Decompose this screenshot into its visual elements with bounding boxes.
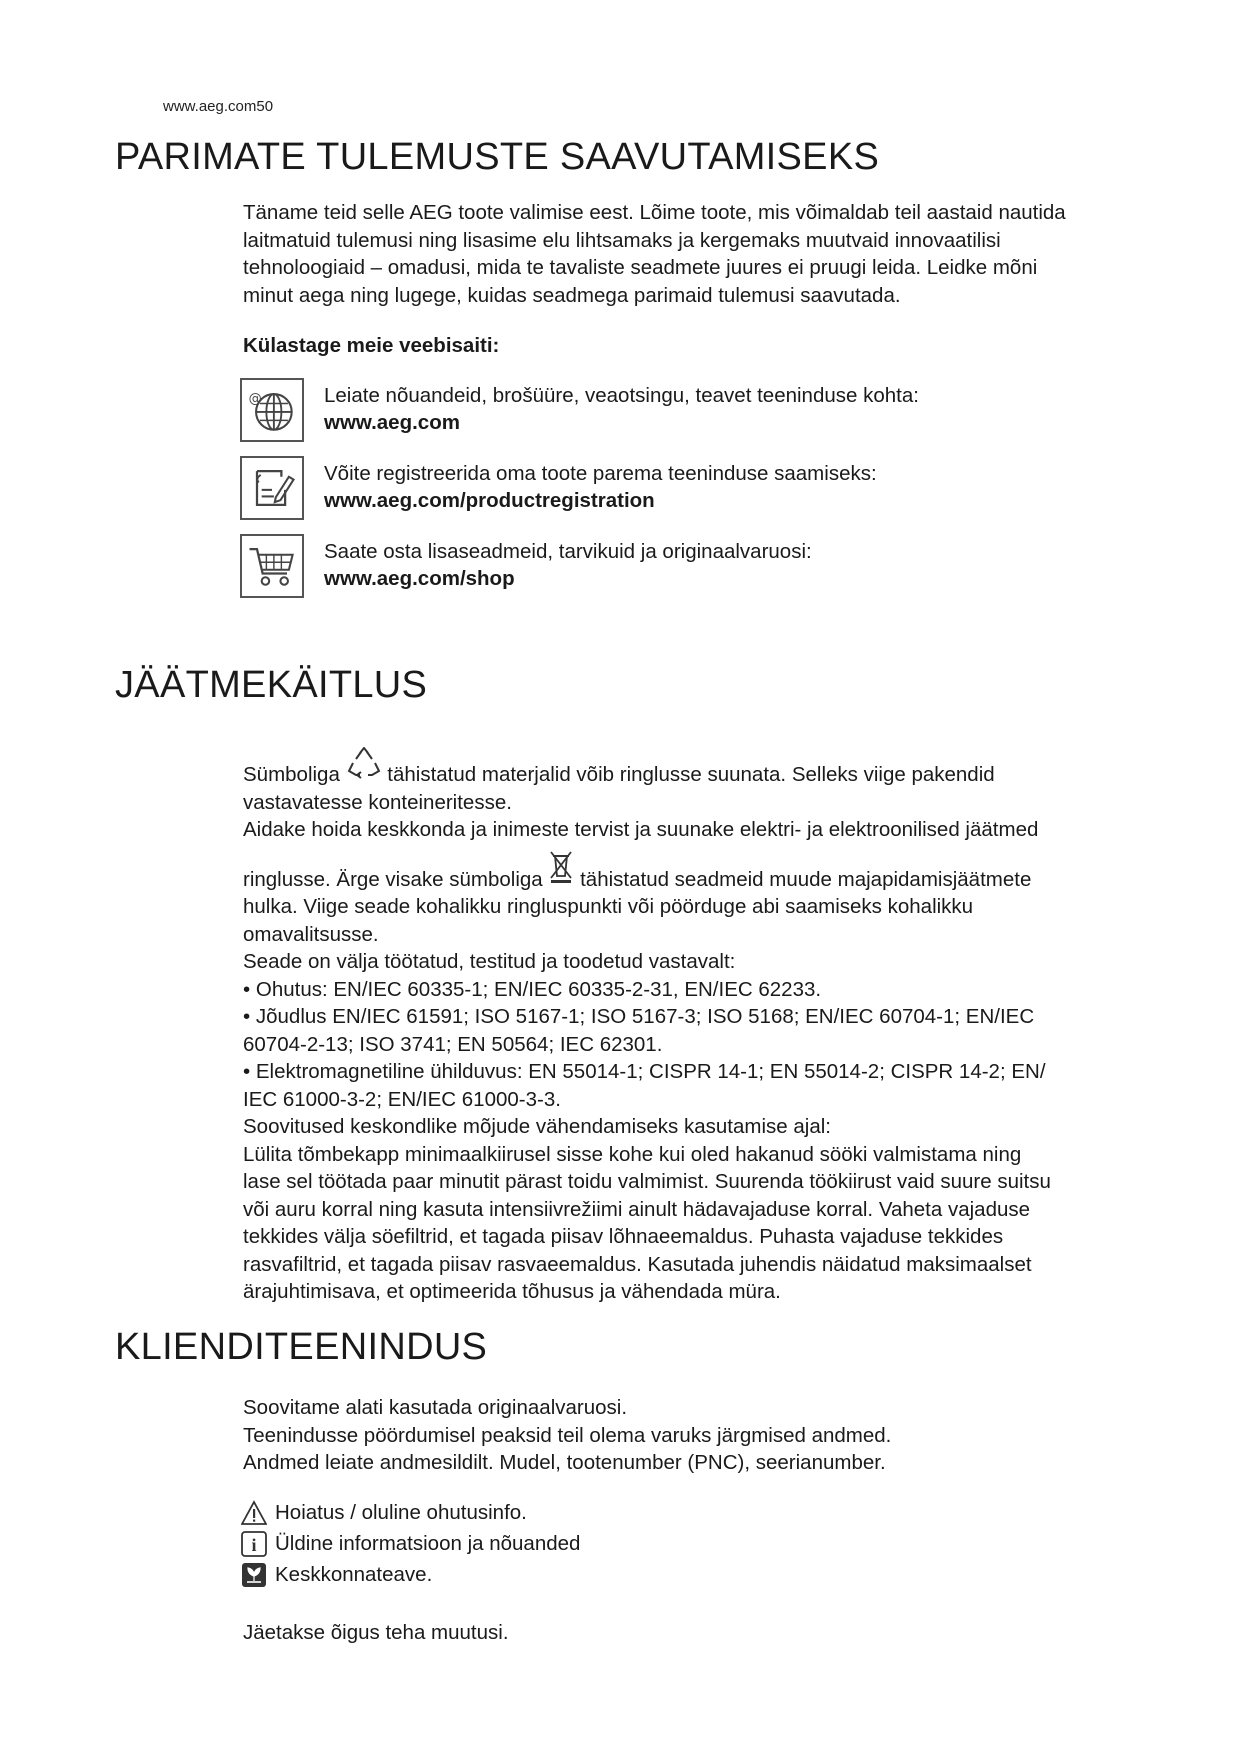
info-icon: [241, 1531, 267, 1557]
svg-text:i: i: [251, 1534, 257, 1555]
shopping-cart-icon: [240, 534, 304, 598]
warning-icon: [241, 1500, 267, 1526]
recycle-text-after: tähistatud materjalid võib ringlusse suunata. Selleks viige pakendid: [387, 763, 995, 786]
link-row-shop: [240, 534, 1140, 604]
shop-link[interactable]: www.aeg.com/shop: [324, 567, 515, 590]
symbol-legend: [241, 1497, 580, 1590]
standards-line: IEC 61000-3-2; EN/IEC 61000-3-3.: [243, 1087, 561, 1111]
intro-line: tehnoloogiaid – omadusi, mida te tavaliste seadmete juures ei pruugi leida. Leidke mõni: [243, 256, 1038, 279]
standards-line: • Jõudlus EN/IEC 61591; ISO 5167-1; ISO 5167-3; ISO 5168; EN/IEC 60704-1; EN/IEC: [243, 1005, 1035, 1028]
intro-line: minut aega ning lugege, kuidas seadmega parimaid tulemusi saavutada.: [243, 283, 901, 307]
standards-line: • Ohutus: EN/IEC 60335-1; EN/IEC 60335-2-31, EN/IEC 62233.: [243, 977, 822, 1001]
closing-note: Jäetakse õigus teha muutusi.: [243, 1621, 509, 1644]
service-line: Soovitame alati kasutada originaalvaruosi.: [243, 1396, 628, 1419]
legend-item-warning: [241, 1497, 580, 1528]
recommendations-line: või auru korral ning kasuta intensiivrežiimi ainult hädavajaduse korral. Vaheta vajaduse: [243, 1197, 1031, 1221]
section-title-service: KLIENDITEENINDUS: [115, 1326, 488, 1368]
recommendations-line: tekkides välja söefiltrid, et tagada piisav lõhnaeemaldus. Puhasta vajaduse tekkides: [243, 1225, 1004, 1248]
recommendations-line: lase sel töötada paar minutit pärast toidu valmimist. Suurenda töökiirust vaid suure suitsu: [243, 1170, 1051, 1193]
legend-label: Hoiatus / oluline ohutusinfo.: [275, 1500, 527, 1524]
standards-line: 60704-2-13; ISO 3741; EN 50564; IEC 62301.: [243, 1032, 663, 1056]
service-line: Andmed leiate andmesildilt. Mudel, tootenumber (PNC), seerianumber.: [243, 1451, 886, 1474]
link-row-website: [240, 378, 1140, 448]
recommendations-line: ärajuhtimisava, et optimeerida tõhusus ja vähendada müra.: [243, 1280, 781, 1303]
section-title-waste: JÄÄTMEKÄITLUS: [115, 664, 428, 706]
waste-line: Aidake hoida keskkonda ja inimeste tervist ja suunake elektri- ja elektroonilised jäätmed: [243, 818, 1039, 841]
waste-paragraph: [243, 747, 1143, 1306]
globe-icon: [240, 378, 304, 442]
link-description: Võite registreerida oma toote parema teeninduse saamiseks:: [324, 462, 877, 485]
registration-icon: [240, 456, 304, 520]
recommendations-title: Soovitused keskondlike mõjude vähendamiseks kasutamise ajal:: [243, 1115, 831, 1138]
waste-line: hulka. Viige seade kohalikku ringluspunkti või pöörduge abi saamiseks kohalikku: [243, 895, 974, 918]
visit-website-label: Külastage meie veebisaiti:: [243, 334, 500, 357]
section-title-best-results: PARIMATE TULEMUSTE SAAVUTAMISEKS: [115, 136, 880, 178]
waste-line: omavalitsusse.: [243, 922, 379, 946]
recommendations-line: Lülita tõmbekapp minimaalkiirusel sisse kohe kui oled hakanud sööki valmistama ning: [243, 1142, 1022, 1166]
intro-paragraph: [243, 199, 1143, 309]
link-description: Saate osta lisaseadmeid, tarvikuid ja originaalvaruosi:: [324, 540, 812, 563]
recycle-text-before: Sümboliga: [243, 763, 340, 786]
service-line: Teenindusse pöördumisel peaksid teil olema varuks järgmised andmed.: [243, 1423, 892, 1447]
intro-line: Täname teid selle AEG toote valimise eest. Lõime toote, mis võimaldab teil aastaid nautida: [243, 201, 1066, 224]
crossed-bin-icon: [548, 850, 574, 884]
recycle-icon: [346, 747, 382, 779]
waste-line: vastavatesse konteineritesse.: [243, 790, 512, 814]
recommendations-line: rasvafiltrid, et tagada piisav rasvaeemaldus. Kasutada juhendis näidatud maksimaalset: [243, 1252, 1032, 1276]
standards-line: • Elektromagnetiline ühilduvus: EN 55014-1; CISPR 14-1; EN 55014-2; CISPR 14-2; EN/: [243, 1060, 1046, 1083]
product-registration-link[interactable]: www.aeg.com/productregistration: [324, 489, 655, 512]
website-link[interactable]: www.aeg.com: [324, 411, 460, 434]
environment-icon: [241, 1562, 267, 1588]
legend-label: Keskkonnateave.: [275, 1562, 433, 1586]
link-row-registration: [240, 456, 1140, 526]
header-url: www.aeg.com50: [163, 98, 274, 115]
weee-text-before: ringlusse. Ärge visake sümboliga: [243, 867, 543, 891]
weee-text-after: tähistatud seadmeid muude majapidamisjäätmete: [580, 867, 1032, 891]
legend-label: Üldine informatsioon ja nõuanded: [275, 1531, 581, 1555]
svg-text:@: @: [248, 391, 262, 407]
link-description: Leiate nõuandeid, brošüüre, veaotsingu, teavet teeninduse kohta:: [324, 384, 919, 407]
intro-line: laitmatuid tulemusi ning lisasime elu lihtsamaks ja kergemaks muutvaid innovaatilisi: [243, 228, 1001, 252]
service-paragraph: [243, 1394, 1143, 1477]
legend-item-environment: [241, 1559, 580, 1590]
standards-intro: Seade on välja töötatud, testitud ja toodetud vastavalt:: [243, 950, 736, 973]
legend-item-info: [241, 1528, 580, 1559]
